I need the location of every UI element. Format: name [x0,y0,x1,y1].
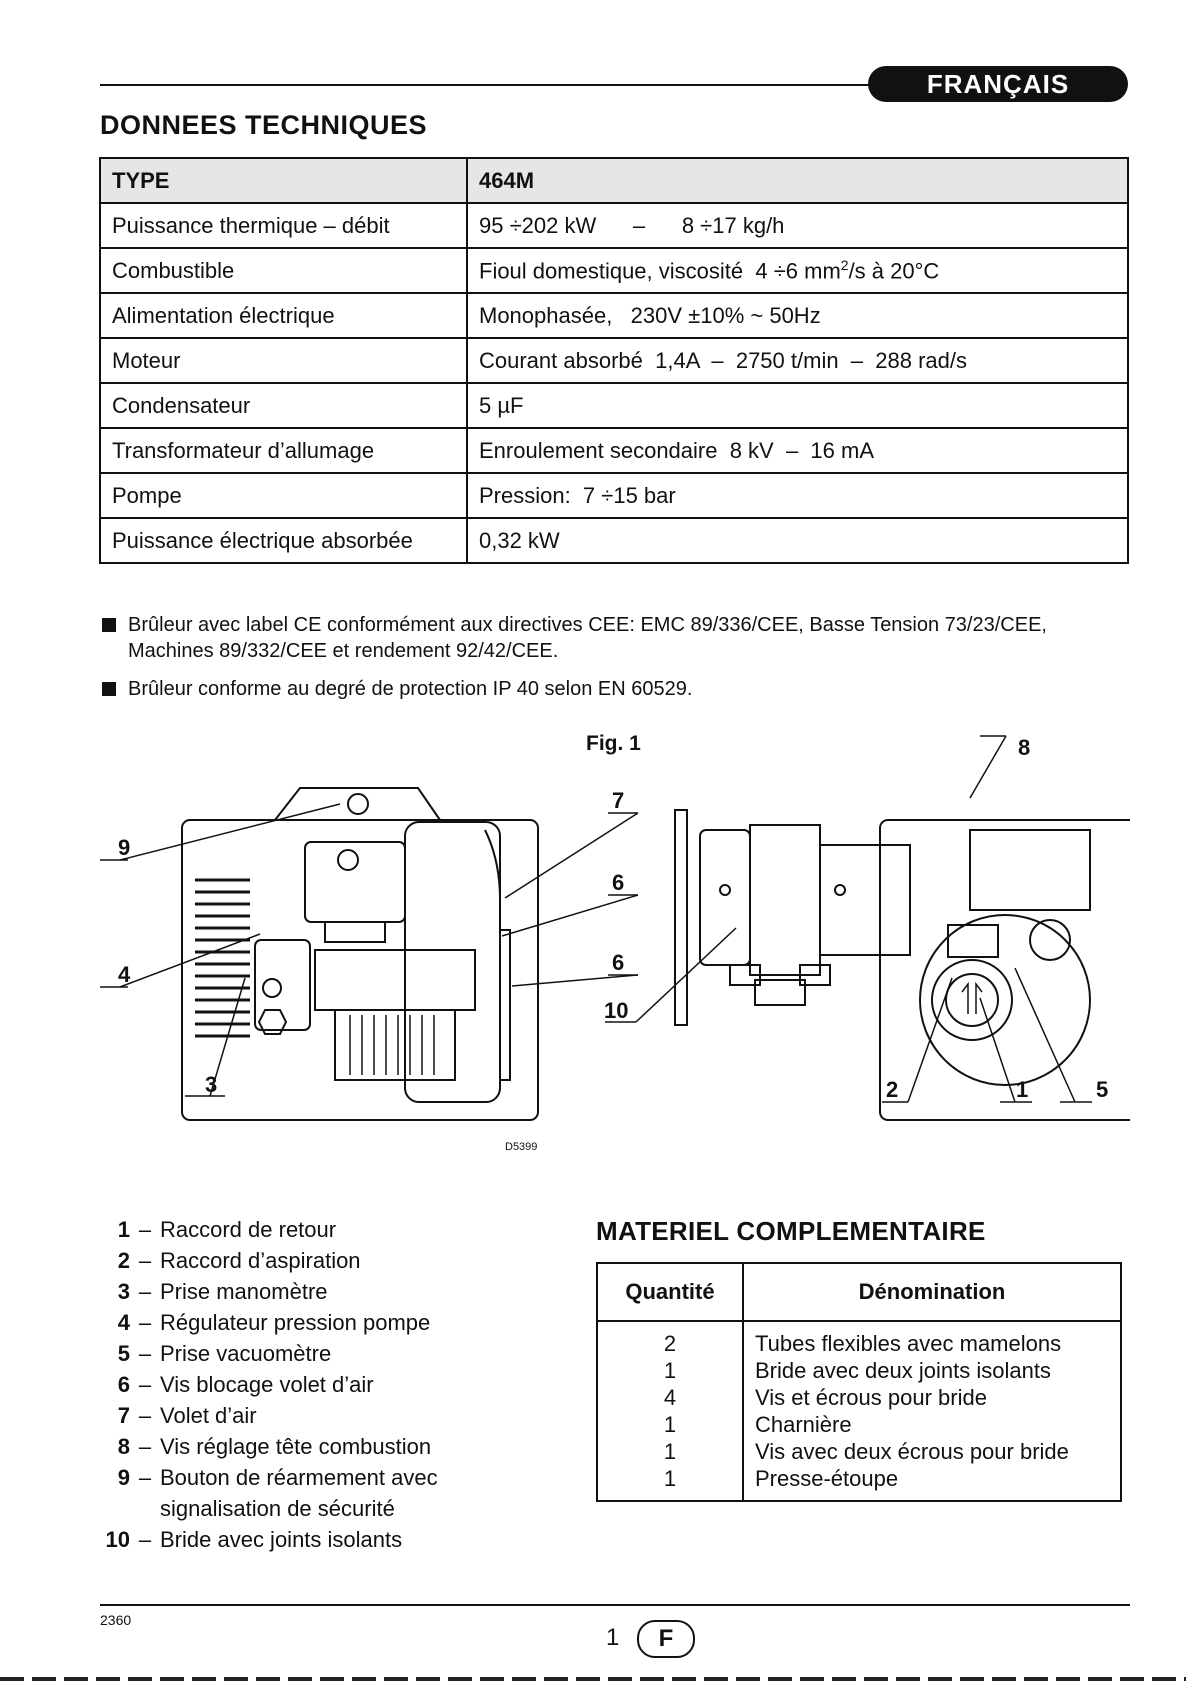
den-cell: Vis avec deux écrous pour bride [755,1439,1069,1464]
materiel-table [596,1262,1122,1502]
legend-text: Raccord de retour [160,1217,337,1242]
callout-label: 1 [1016,1077,1029,1102]
header-label-cell: TYPE [100,158,467,203]
legend-num: 6 [117,1372,130,1397]
callout-label: 8 [1018,735,1031,760]
callout-label: 2 [886,1077,899,1102]
col-header-qty: Quantité [597,1263,743,1321]
materiel-title: MATERIEL COMPLEMENTAIRE [596,1216,986,1246]
bullet-square-icon [102,682,116,696]
list-item [100,1276,438,1307]
legend-dash: – [138,1248,152,1273]
qty-cell: 1 [663,1439,677,1464]
row-label: Combustible [100,248,467,293]
note-ip [102,676,692,702]
row-label: Alimentation électrique [100,293,467,338]
header-value-cell: 464M [467,158,1128,203]
legend-text-line: Bouton de réarmement avec [160,1465,438,1490]
list-item [100,1245,438,1276]
page-number: 1 [606,1624,620,1651]
table-header-row [597,1263,1121,1321]
list-item [100,1462,438,1524]
table-row [100,203,1128,248]
qty-cell: 1 [663,1412,677,1437]
doc-code: 2360 [100,1612,132,1628]
legend-text: Bride avec joints isolants [160,1527,403,1552]
den-cell: Vis et écrous pour bride [755,1385,987,1410]
qty-cell: 1 [663,1466,677,1491]
legend-text [160,1462,438,1524]
table-header-row [100,158,1128,203]
legend-dash: – [138,1403,152,1428]
tech-data-table [99,157,1129,564]
list-item [100,1524,438,1555]
burner-figure [100,730,1130,1190]
list-item [100,1214,438,1245]
legend-text: Vis blocage volet d’air [160,1372,374,1397]
callout-label: 10 [604,998,629,1023]
legend-dash: – [138,1465,152,1490]
col-header-den: Dénomination [743,1263,1121,1321]
table-row [100,338,1128,383]
legend-text: Régulateur pression pompe [160,1310,431,1335]
list-item [100,1431,438,1462]
figure-label: Fig. 1 [586,732,641,755]
row-value [467,248,1128,293]
scan-edge-dashes [0,1677,1186,1681]
section-title: DONNEES TECHNIQUES [100,110,428,140]
legend-text-line: signalisation de sécurité [160,1496,395,1521]
table-row [100,428,1128,473]
qty-cell: 1 [663,1358,677,1383]
den-cell: Bride avec deux joints isolants [755,1358,1051,1383]
row-value: Courant absorbé 1,4A – 2750 t/min – 288 rad/s [467,338,1128,383]
row-label: Transformateur d’allumage [100,428,467,473]
row-label: Puissance électrique absorbée [100,518,467,563]
callout-label: 3 [205,1072,218,1097]
row-label: Moteur [100,338,467,383]
callout-labels [118,735,1108,1102]
legend-dash: – [138,1527,152,1552]
figure-code: D5399 [505,1141,538,1153]
table-row [100,293,1128,338]
legend-text: Volet d’air [160,1403,257,1428]
callout-label: 5 [1096,1077,1109,1102]
legend-text: Prise manomètre [160,1279,328,1304]
legend-num: 2 [117,1248,130,1273]
legend-num: 1 [117,1217,130,1242]
value-part: /s à 20°C [848,258,940,284]
qty-column [597,1321,743,1501]
table-row [100,248,1128,293]
language-page-badge: F [637,1620,695,1658]
legend-num: 9 [117,1465,130,1490]
note-text: Brûleur conforme au degré de protection IP 40 selon EN 60529. [128,678,693,700]
qty-cell: 2 [663,1331,677,1356]
value-part: Fioul domestique, viscosité 4 ÷6 mm [479,258,841,284]
figure-legend [100,1214,438,1555]
leader-lines [100,736,1092,1102]
row-label: Puissance thermique – débit [100,203,467,248]
legend-num: 5 [117,1341,130,1366]
legend-dash: – [138,1279,152,1304]
note-text: Brûleur avec label CE conformément aux directives CEE: EMC 89/336/CEE, Basse Tension 73/23/CEE, Machines 89/332/CEE et rendement 92/42/CEE. [128,614,1047,662]
legend-text: Vis réglage tête combustion [160,1434,432,1459]
footer-rule [100,1604,1130,1606]
row-value: Enroulement secondaire 8 kV – 16 mA [467,428,1128,473]
table-row [597,1321,1121,1501]
bullet-square-icon [102,618,116,632]
row-value: 95 ÷202 kW – 8 ÷17 kg/h [467,203,1128,248]
language-badge: FRANÇAIS [868,66,1128,102]
list-item [100,1369,438,1400]
callout-label: 7 [612,788,625,813]
den-cell: Charnière [755,1412,852,1437]
legend-dash: – [138,1217,152,1242]
legend-text: Prise vacuomètre [160,1341,332,1366]
den-column [743,1321,1121,1501]
legend-num: 4 [117,1310,130,1335]
row-value: 0,32 kW [467,518,1128,563]
row-label: Condensateur [100,383,467,428]
row-value: Pression: 7 ÷15 bar [467,473,1128,518]
legend-num: 7 [117,1403,130,1428]
legend-num: 8 [117,1434,130,1459]
callout-label: 6 [612,950,625,975]
legend-dash: – [138,1372,152,1397]
row-value: Monophasée, 230V ±10% ~ 50Hz [467,293,1128,338]
list-item [100,1338,438,1369]
row-label: Pompe [100,473,467,518]
note-ce [102,612,1132,664]
list-item [100,1400,438,1431]
legend-num: 10 [105,1527,130,1552]
callout-label: 4 [118,962,131,987]
den-cell: Presse-étoupe [755,1466,899,1491]
legend-num: 3 [117,1279,130,1304]
legend-dash: – [138,1341,152,1366]
row-value: 5 µF [467,383,1128,428]
table-row [100,473,1128,518]
superscript: 2 [840,256,849,273]
callout-label: 6 [612,870,625,895]
table-row [100,518,1128,563]
den-cell: Tubes flexibles avec mamelons [755,1331,1062,1356]
legend-dash: – [138,1434,152,1459]
legend-dash: – [138,1310,152,1335]
legend-text: Raccord d’aspiration [160,1248,361,1273]
list-item [100,1307,438,1338]
qty-cell: 4 [663,1385,677,1410]
left-view [182,788,538,1120]
table-row [100,383,1128,428]
callout-label: 9 [118,835,131,860]
